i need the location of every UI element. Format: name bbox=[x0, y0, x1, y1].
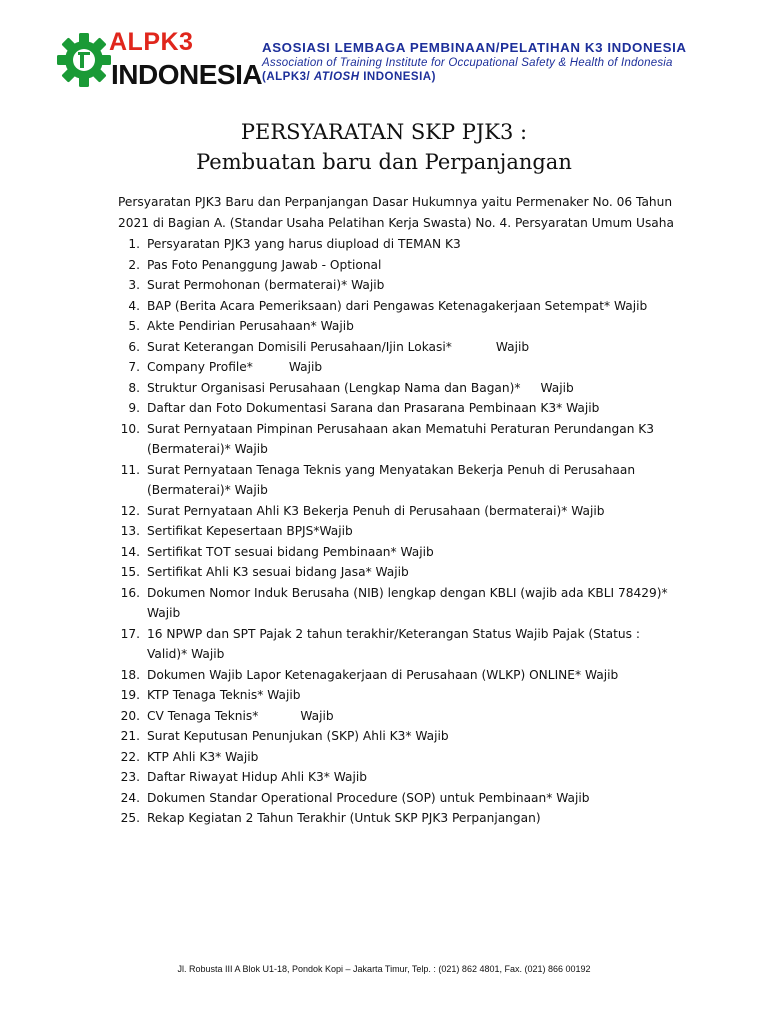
requirement-item bbox=[118, 767, 718, 788]
requirement-number: 12. bbox=[120, 503, 140, 518]
requirement-text-line bbox=[147, 644, 718, 665]
requirement-item bbox=[118, 685, 718, 706]
requirement-text-line bbox=[147, 808, 718, 829]
requirement-text: (Bermaterai)* Wajib bbox=[147, 483, 268, 497]
requirement-number: 11. bbox=[120, 462, 140, 477]
requirement-item bbox=[118, 234, 718, 255]
logo-text-alpk3: ALPK3 bbox=[109, 28, 194, 56]
requirements-list bbox=[118, 234, 718, 829]
requirement-text-line bbox=[147, 706, 718, 727]
requirement-text-line bbox=[147, 562, 718, 583]
requirement-number: 9. bbox=[128, 401, 140, 415]
requirement-text-line bbox=[147, 501, 718, 522]
org-short-atiosh: ATIOSH bbox=[313, 71, 360, 83]
requirement-number: 2. bbox=[128, 257, 140, 272]
requirement-item bbox=[118, 788, 718, 809]
requirement-item bbox=[118, 542, 718, 563]
requirement-text: BAP (Berita Acara Pemeriksaan) dari Pengawas Ketenagakerjaan Setempat* Wajib bbox=[147, 298, 648, 313]
requirement-text-line bbox=[147, 378, 718, 399]
requirement-text: Akte Pendirian Perusahaan* Wajib bbox=[147, 319, 354, 333]
requirement-text-line bbox=[147, 234, 718, 255]
requirement-text: Dokumen Nomor Induk Berusaha (NIB) lengkap dengan KBLI (wajib ada KBLI 78429)* bbox=[147, 585, 668, 600]
requirement-text-line bbox=[147, 726, 718, 747]
requirement-item bbox=[118, 296, 718, 317]
requirement-text-line bbox=[147, 747, 718, 768]
requirement-text: Company Profile* bbox=[147, 360, 253, 374]
intro-line-2: 2021 di Bagian A. (Standar Usaha Pelatihan Kerja Swasta) No. 4. Persyaratan Umum Usaha bbox=[118, 215, 674, 230]
requirement-item bbox=[118, 255, 718, 276]
requirement-text: Sertifikat Ahli K3 sesuai bidang Jasa* Wajib bbox=[147, 565, 409, 579]
footer-address: Jl. Robusta III A Blok U1-18, Pondok Kopi – Jakarta Timur, Telp. : (021) 862 4801, Fax. (021) 866 00192 bbox=[177, 964, 591, 974]
requirement-item bbox=[118, 583, 718, 624]
requirement-text: CV Tenaga Teknis* bbox=[147, 708, 259, 723]
requirement-item bbox=[118, 275, 718, 296]
organization-name: ASOSIASI LEMBAGA PEMBINAAN/PELATIHAN K3 INDONESIA bbox=[262, 40, 687, 55]
requirement-text: Sertifikat TOT sesuai bidang Pembinaan* Wajib bbox=[147, 544, 434, 559]
requirement-text-line bbox=[147, 665, 718, 686]
alpk3-logo bbox=[56, 28, 263, 94]
requirement-text: Surat Keterangan Domisili Perusahaan/Ijin Lokasi* bbox=[147, 339, 452, 354]
requirement-text: Sertifikat Kepesertaan BPJS*Wajib bbox=[147, 524, 353, 538]
requirement-item bbox=[118, 378, 718, 399]
requirement-text: Surat Pernyataan Tenaga Teknis yang Menyatakan Bekerja Penuh di Perusahaan bbox=[147, 462, 636, 477]
requirement-text-line bbox=[147, 316, 718, 337]
requirement-number: 10. bbox=[120, 421, 140, 436]
requirement-number: 16. bbox=[120, 585, 140, 600]
requirement-item bbox=[118, 562, 718, 583]
gear-logo-icon bbox=[56, 32, 112, 88]
requirement-number: 21. bbox=[120, 729, 140, 743]
requirement-item bbox=[118, 398, 718, 419]
requirement-text-line bbox=[147, 583, 718, 604]
requirement-text: Daftar dan Foto Dokumentasi Sarana dan Prasarana Pembinaan K3* Wajib bbox=[147, 401, 600, 415]
requirement-item bbox=[118, 316, 718, 337]
title-line-2: Pembuatan baru dan Perpanjangan bbox=[196, 150, 572, 174]
requirement-status: Wajib bbox=[300, 708, 334, 723]
requirement-number: 1. bbox=[128, 237, 140, 251]
requirement-text-line bbox=[147, 624, 718, 645]
requirement-text-line bbox=[147, 603, 718, 624]
requirement-number: 7. bbox=[128, 360, 140, 374]
organization-block bbox=[262, 40, 752, 85]
requirement-number: 23. bbox=[120, 770, 140, 784]
requirement-item bbox=[118, 747, 718, 768]
requirement-number: 6. bbox=[128, 339, 140, 354]
requirement-text: Daftar Riwayat Hidup Ahli K3* Wajib bbox=[147, 770, 367, 784]
requirement-text: Surat Pernyataan Pimpinan Perusahaan akan Mematuhi Peraturan Perundangan K3 bbox=[147, 421, 655, 436]
requirement-text-line bbox=[147, 337, 718, 358]
letterhead bbox=[0, 0, 768, 100]
requirement-number: 19. bbox=[120, 688, 140, 702]
requirement-status: Wajib bbox=[540, 380, 574, 395]
requirement-text: KTP Ahli K3* Wajib bbox=[147, 749, 259, 764]
requirement-number: 4. bbox=[128, 298, 140, 313]
requirement-number: 22. bbox=[120, 749, 140, 764]
requirement-item bbox=[118, 337, 718, 358]
org-short-prefix: (ALPK3/ bbox=[262, 71, 314, 83]
requirement-item bbox=[118, 726, 718, 747]
requirement-item bbox=[118, 665, 718, 686]
logo-text-indonesia: INDONESIA bbox=[111, 59, 263, 90]
requirement-text: Persyaratan PJK3 yang harus diupload di TEMAN K3 bbox=[147, 237, 461, 251]
requirement-number: 18. bbox=[120, 667, 140, 682]
intro-line-1: Persyaratan PJK3 Baru dan Perpanjangan Dasar Hukumnya yaitu Permenaker No. 06 Tahun bbox=[118, 195, 673, 209]
title-line-1: PERSYARATAN SKP PJK3 : bbox=[240, 120, 528, 144]
requirement-text: Valid)* Wajib bbox=[147, 647, 225, 661]
requirement-text-line bbox=[147, 296, 718, 317]
requirement-text: Pas Foto Penanggung Jawab - Optional bbox=[147, 257, 382, 272]
requirement-item bbox=[118, 357, 718, 378]
requirement-item bbox=[118, 624, 718, 665]
requirement-number: 14. bbox=[120, 544, 140, 559]
requirement-text: (Bermaterai)* Wajib bbox=[147, 442, 268, 456]
requirement-text-line bbox=[147, 460, 718, 481]
requirement-number: 25. bbox=[120, 811, 140, 825]
requirement-text-line bbox=[147, 685, 718, 706]
requirement-item bbox=[118, 501, 718, 522]
requirement-number: 17. bbox=[120, 626, 140, 641]
organization-short-name bbox=[262, 70, 752, 85]
requirement-status: Wajib bbox=[288, 360, 323, 374]
requirement-number: 13. bbox=[120, 524, 140, 538]
requirement-text: Dokumen Wajib Lapor Ketenagakerjaan di Perusahaan (WLKP) ONLINE* Wajib bbox=[147, 667, 619, 682]
requirement-item bbox=[118, 419, 718, 460]
requirement-status: Wajib bbox=[495, 339, 530, 354]
requirement-text: Surat Pernyataan Ahli K3 Bekerja Penuh di Perusahaan (bermaterai)* Wajib bbox=[147, 503, 605, 518]
requirement-text: Surat Permohonan (bermaterai)* Wajib bbox=[147, 278, 385, 292]
requirement-text: Wajib bbox=[147, 606, 181, 620]
requirement-text: 16 NPWP dan SPT Pajak 2 tahun terakhir/Keterangan Status Wajib Pajak (Status : bbox=[147, 626, 640, 641]
requirement-text-line bbox=[147, 480, 718, 501]
requirement-text: Struktur Organisasi Perusahaan (Lengkap Nama dan Bagan)* bbox=[147, 380, 521, 395]
requirement-text-line bbox=[147, 357, 718, 378]
requirement-text-line bbox=[147, 275, 718, 296]
requirement-text-line bbox=[147, 521, 718, 542]
organization-english-name: Association of Training Institute for Occupational Safety & Health of Indonesia bbox=[262, 57, 673, 69]
requirement-number: 24. bbox=[120, 790, 140, 805]
requirement-item bbox=[118, 460, 718, 501]
org-short-suffix: INDONESIA) bbox=[359, 71, 436, 83]
requirement-text-line bbox=[147, 255, 718, 276]
requirement-number: 15. bbox=[120, 565, 140, 579]
requirement-item bbox=[118, 808, 718, 829]
document-title bbox=[0, 117, 768, 177]
requirement-text: KTP Tenaga Teknis* Wajib bbox=[147, 688, 301, 702]
requirement-number: 5. bbox=[128, 319, 140, 333]
requirement-text-line bbox=[147, 542, 718, 563]
requirement-number: 8. bbox=[128, 380, 140, 395]
requirement-text: Surat Keputusan Penunjukan (SKP) Ahli K3* Wajib bbox=[147, 729, 449, 743]
requirement-item bbox=[118, 521, 718, 542]
requirement-text-line bbox=[147, 398, 718, 419]
requirement-item bbox=[118, 706, 718, 727]
requirement-text: Dokumen Standar Operational Procedure (SOP) untuk Pembinaan* Wajib bbox=[147, 790, 590, 805]
requirement-text: Rekap Kegiatan 2 Tahun Terakhir (Untuk SKP PJK3 Perpanjangan) bbox=[147, 811, 541, 825]
requirement-number: 20. bbox=[120, 708, 140, 723]
requirement-text-line bbox=[147, 788, 718, 809]
intro-paragraph bbox=[118, 192, 718, 233]
requirement-text-line bbox=[147, 419, 718, 440]
requirement-text-line bbox=[147, 767, 718, 788]
requirement-number: 3. bbox=[128, 278, 140, 292]
requirement-text-line bbox=[147, 439, 718, 460]
